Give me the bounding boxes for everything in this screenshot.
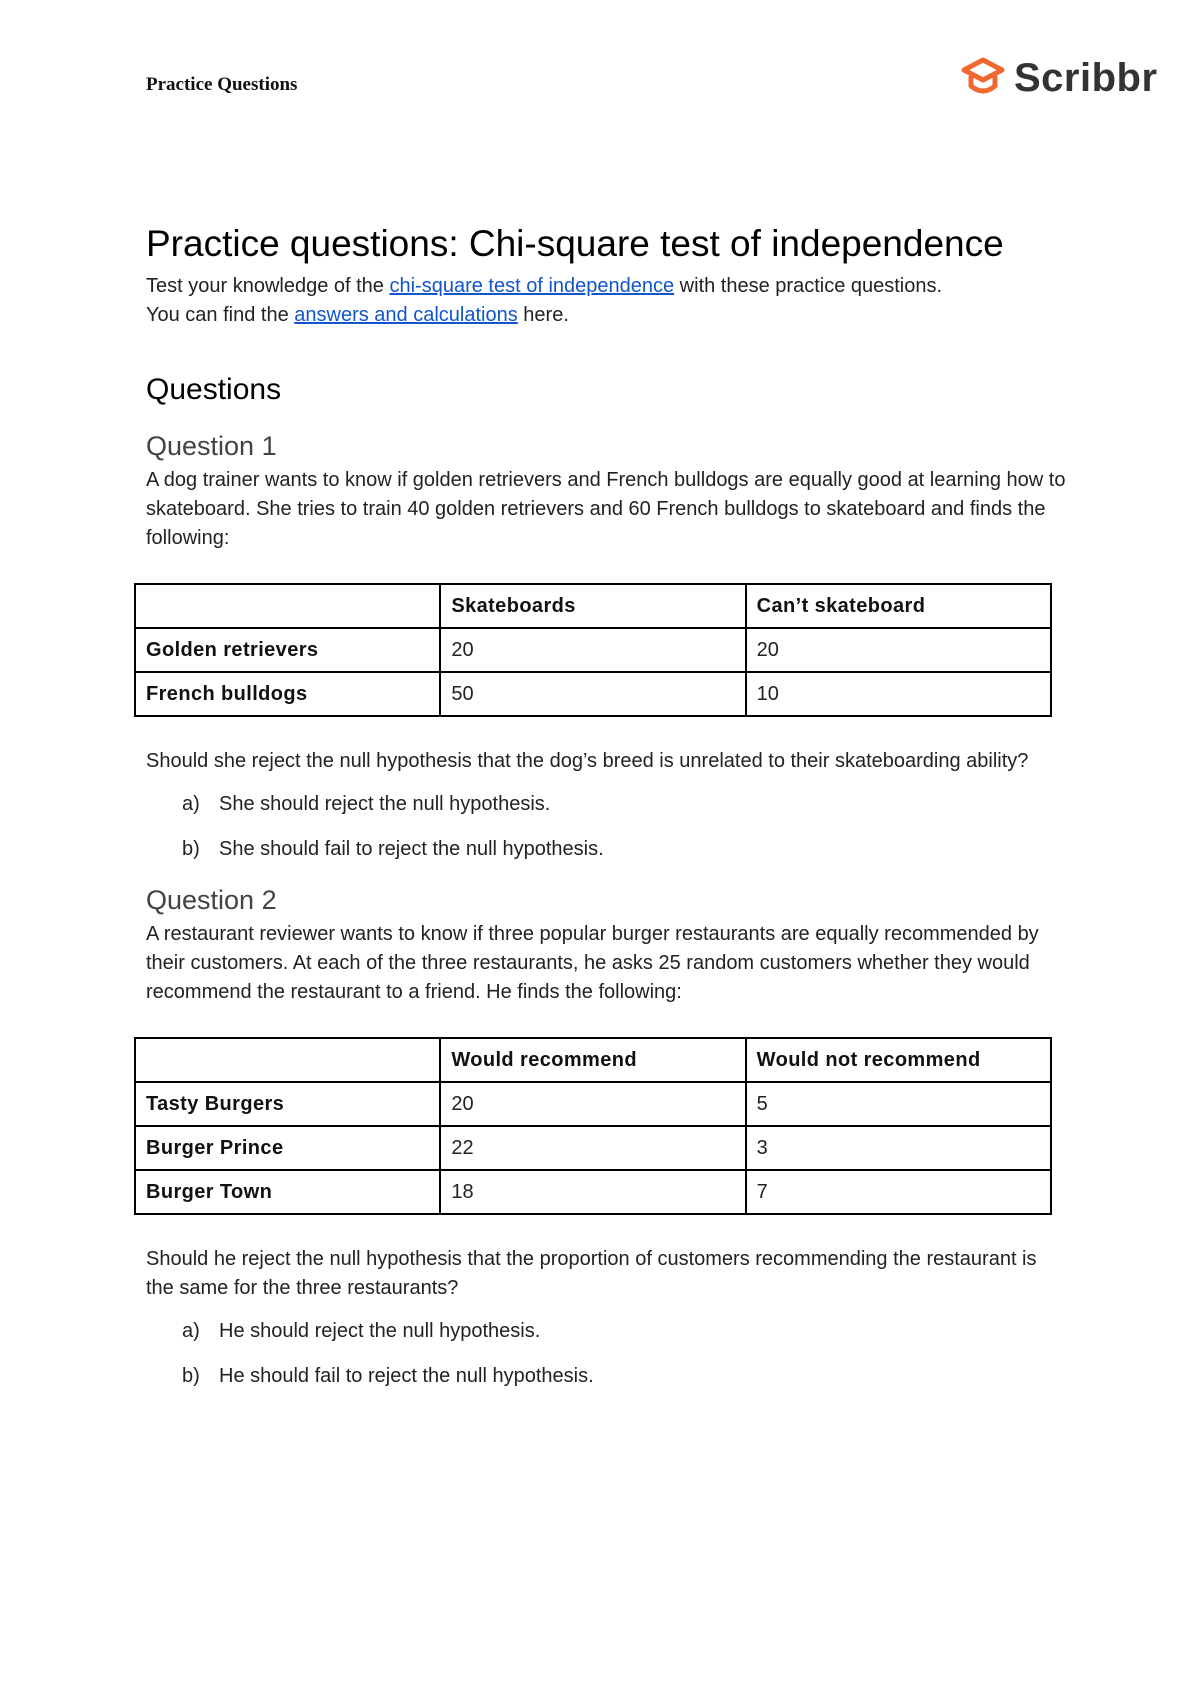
- option-text: He should reject the null hypothesis.: [219, 1320, 541, 1342]
- option-text: She should reject the null hypothesis.: [219, 793, 551, 815]
- table-row: [135, 1170, 1051, 1214]
- table-header-cell: Skateboards: [440, 584, 745, 628]
- table-header-cell: Can’t skateboard: [746, 584, 1051, 628]
- table-row-label: Golden retrievers: [135, 628, 440, 672]
- question-2-heading: Question 2: [146, 885, 277, 915]
- header-label: Practice Questions: [146, 74, 298, 95]
- table-row: [135, 1126, 1051, 1170]
- table-row: [135, 672, 1051, 716]
- question-1-table: [134, 583, 1052, 717]
- table-row: [135, 628, 1051, 672]
- question-1-description: A dog trainer wants to know if golden retrievers and French bulldogs are equally good at learning how to skateboard. She tries to train 40 golden retrievers and 60 French bulldogs to skateboard and finds the following:: [146, 469, 1066, 549]
- chi-square-link[interactable]: chi-square test of independence: [389, 275, 675, 297]
- option-text: She should fail to reject the null hypothesis.: [219, 838, 604, 860]
- table-cell: 18: [440, 1170, 745, 1214]
- table-header-cell: Would recommend: [440, 1038, 745, 1082]
- table-cell: 20: [440, 1082, 745, 1126]
- option-item: [146, 835, 1066, 864]
- question-1-prompt: Should she reject the null hypothesis that the dog’s breed is unrelated to their skateboarding ability?: [146, 750, 1029, 772]
- table-row-label: Tasty Burgers: [135, 1082, 440, 1126]
- table-cell: [135, 584, 440, 628]
- table-cell: 50: [440, 672, 745, 716]
- document-body: [146, 216, 1066, 1407]
- scribbr-logo[interactable]: [960, 56, 1158, 100]
- question-2-options: [146, 1317, 1066, 1391]
- intro-text: Test your knowledge of the: [146, 275, 390, 297]
- question-2-prompt: Should he reject the null hypothesis that the proportion of customers recommending the restaurant is the same for the three restaurants?: [146, 1248, 1037, 1299]
- section-heading: Questions: [146, 373, 282, 406]
- option-marker: b): [182, 838, 200, 860]
- table-cell: 22: [440, 1126, 745, 1170]
- question-1-heading: Question 1: [146, 431, 277, 461]
- option-item: [146, 790, 1066, 819]
- question-2-table: [134, 1037, 1052, 1215]
- intro-text: here.: [517, 304, 569, 326]
- question-1-options: [146, 790, 1066, 864]
- table-row: [135, 1082, 1051, 1126]
- option-marker: b): [182, 1365, 200, 1387]
- table-cell: 3: [746, 1126, 1051, 1170]
- graduation-cap-icon: [960, 56, 1006, 100]
- table-cell: 5: [746, 1082, 1051, 1126]
- page-title: Practice questions: Chi-square test of independence: [146, 223, 1004, 264]
- table-header-row: [135, 584, 1051, 628]
- option-marker: a): [182, 1320, 200, 1342]
- table-cell: 10: [746, 672, 1051, 716]
- option-item: [146, 1362, 1066, 1391]
- table-cell: 7: [746, 1170, 1051, 1214]
- table-cell: 20: [746, 628, 1051, 672]
- option-marker: a): [182, 793, 200, 815]
- table-cell: 20: [440, 628, 745, 672]
- option-item: [146, 1317, 1066, 1346]
- intro-text: You can find the: [146, 304, 295, 326]
- answers-link[interactable]: answers and calculations: [294, 304, 518, 326]
- intro-line-1: [146, 272, 1066, 301]
- table-row-label: Burger Prince: [135, 1126, 440, 1170]
- question-2-description: A restaurant reviewer wants to know if three popular burger restaurants are equally recommended by their customers. At each of the three restaurants, he asks 25 random customers whether they would recommend the restaurant to a friend. He finds the following:: [146, 923, 1039, 1003]
- table-row-label: Burger Town: [135, 1170, 440, 1214]
- intro-text: with these practice questions.: [674, 275, 943, 297]
- intro-line-2: [146, 301, 1066, 330]
- table-header-row: [135, 1038, 1051, 1082]
- table-row-label: French bulldogs: [135, 672, 440, 716]
- option-text: He should fail to reject the null hypothesis.: [219, 1365, 594, 1387]
- brand-name: Scribbr: [1014, 56, 1158, 100]
- table-cell: [135, 1038, 440, 1082]
- table-header-cell: Would not recommend: [746, 1038, 1051, 1082]
